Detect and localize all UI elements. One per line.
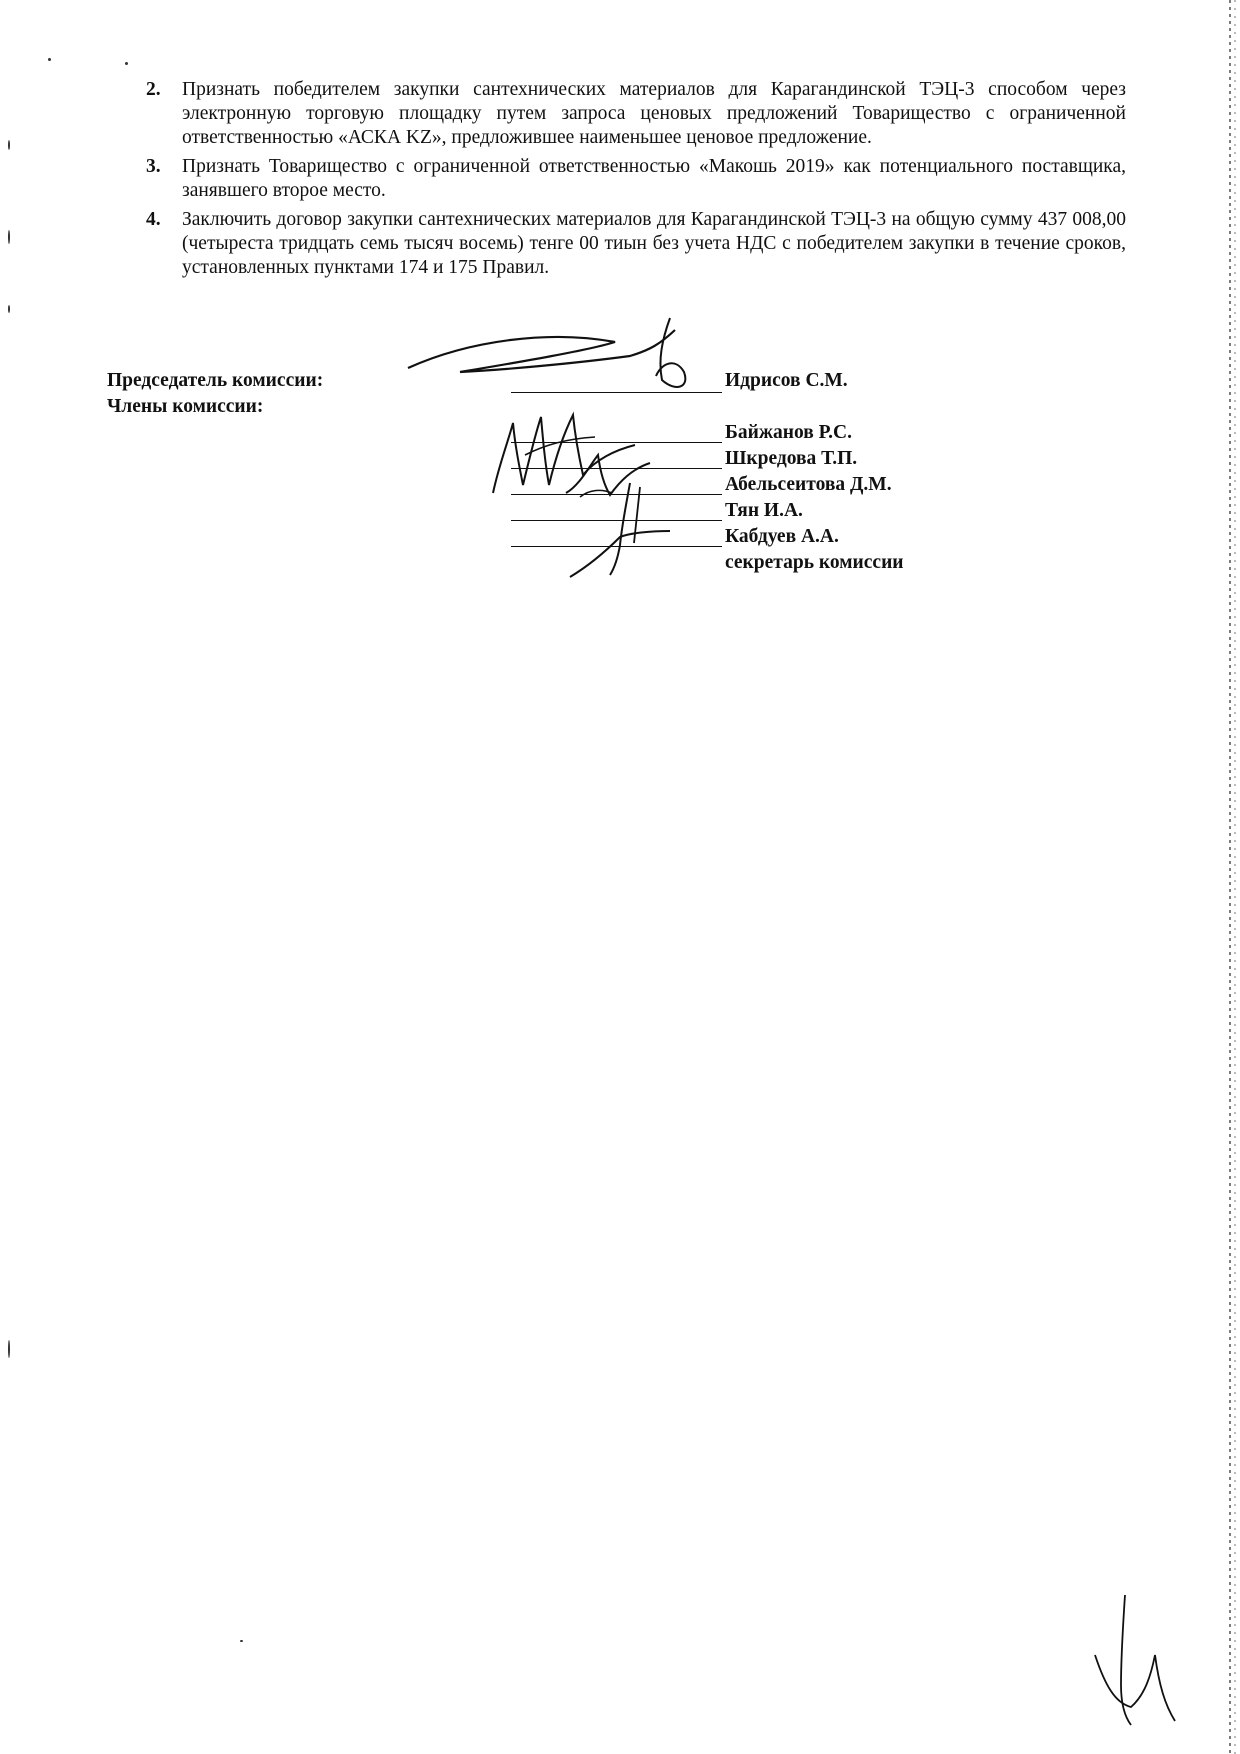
decision-number: 4. <box>146 209 161 230</box>
decision-text: Признать Товарищество с ограниченной ответственностью «Макошь 2019» как потенциального поставщика, занявшего второе место. <box>182 156 1126 201</box>
member-signature-scribble <box>560 475 700 585</box>
scan-speck <box>8 305 10 313</box>
decision-number: 3. <box>146 156 161 177</box>
member-name: Тян И.А. <box>725 500 803 521</box>
secretary-note: секретарь комиссии <box>725 552 904 573</box>
decision-text: Признать победителем закупки сантехнических материалов для Карагандинской ТЭЦ-3 способом через электронную торговую площадку путем запроса ценовых предложений Товарищество с ограниченной ответственностью «АСКА KZ», предложившее наименьшее ценовое предложение. <box>182 79 1126 148</box>
scan-speck <box>48 58 51 61</box>
member-name: Абельсеитова Д.М. <box>725 474 892 495</box>
scan-speck <box>125 62 128 65</box>
decision-item-2 <box>146 78 1126 150</box>
scan-speck <box>240 1640 243 1642</box>
members-label: Члены комиссии: <box>107 396 264 417</box>
member-name: Кабдуев А.А. <box>725 526 839 547</box>
decision-item-4 <box>146 208 1126 280</box>
member-name: Шкредова Т.П. <box>725 448 858 469</box>
corner-initials-scribble <box>1085 1585 1185 1735</box>
chair-label: Председатель комиссии: <box>107 370 324 391</box>
scan-edge-border <box>1224 0 1240 1754</box>
scan-speck <box>8 140 10 150</box>
scan-speck <box>8 1340 10 1358</box>
member-name: Байжанов Р.С. <box>725 422 852 443</box>
decision-list <box>146 78 1126 285</box>
chair-signature-scribble <box>400 300 700 410</box>
decision-number: 2. <box>146 79 161 100</box>
decision-text: Заключить договор закупки сантехнических материалов для Карагандинской ТЭЦ-3 на общую сумму 437 008,00 (четыреста тридцать семь тысяч восемь) тенге 00 тиын без учета НДС с победителем закупки в течение сроков, установленных пунктами 174 и 175 Правил. <box>182 209 1126 278</box>
decision-item-3 <box>146 155 1126 203</box>
scan-speck <box>8 230 10 244</box>
chair-name: Идрисов С.М. <box>725 370 848 391</box>
